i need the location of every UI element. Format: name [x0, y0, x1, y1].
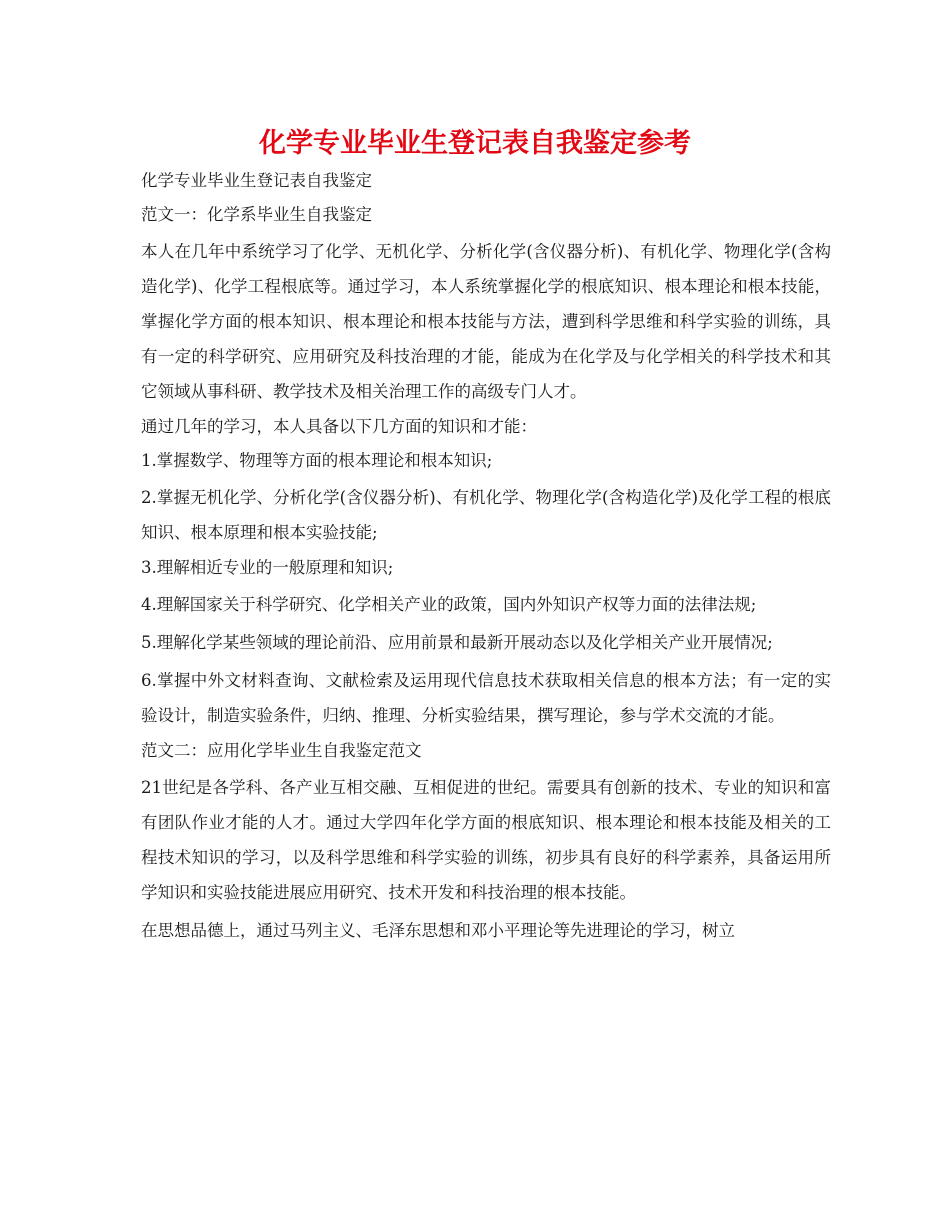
paragraph-sample-two-heading: 范文二：应用化学毕业生自我鉴定范文 — [141, 741, 422, 760]
list-item-4: 4.理解国家关于科学研究、化学相关产业的政策，国内外知识产权等力面的法律法规; — [141, 595, 757, 614]
list-item-6: 6.掌握中外文材料查询、文献检索及运用现代信息技术获取相关信息的根本方法；有一定的实验设计，制造实验条件，归纳、推理、分析实验结果，撰写理论，参与学术交流的才能。 — [141, 671, 831, 725]
paragraph-century: 21世纪是各学科、各产业互相交融、互相促进的世纪。需要具有创新的技术、专业的知识和富有团队作业才能的人才。通过大学四年化学方面的根底知识、根本理论和根本技能及相关的工程技术知识的学习，以及科学思维和科学实验的训练，初步具有良好的科学素养，具备运用所学知识和实验技能进展应用研究、技术开发和科技治理的根本技能。 — [141, 778, 831, 902]
document-title: 化学专业毕业生登记表自我鉴定参考 — [259, 128, 691, 159]
list-item-1: 1.掌握数学、物理等方面的根本理论和根本知识; — [141, 451, 493, 470]
paragraph-ideology: 在思想品德上，通过马列主义、毛泽东思想和邓小平理论等先进理论的学习，树立 — [141, 921, 735, 940]
list-item-3: 3.理解相近专业的一般原理和知识; — [141, 558, 394, 577]
paragraph-abilities-lead: 通过几年的学习，本人具备以下几方面的知识和才能： — [141, 417, 537, 436]
document-body — [141, 166, 831, 948]
paragraph-sample-one-heading: 范文一：化学系毕业生自我鉴定 — [141, 205, 372, 224]
list-item-5: 5.理解化学某些领域的理论前沿、应用前景和最新开展动态以及化学相关产业开展情况; — [141, 633, 773, 652]
paragraph-subtitle: 化学专业毕业生登记表自我鉴定 — [141, 171, 372, 190]
list-item-2: 2.掌握无机化学、分析化学(含仪器分析)、有机化学、物理化学(含构造化学)及化学工程的根底知识、根本原理和根本实验技能; — [141, 488, 831, 542]
paragraph-intro: 本人在几年中系统学习了化学、无机化学、分析化学(含仪器分析)、有机化学、物理化学(含构造化学)、化学工程根底等。通过学习，本人系统掌握化学的根底知识、根本理论和根本技能，掌握化学方面的根本知识、根本理论和根本技能与方法，遭到科学思维和科学实验的训练，具有一定的科学研究、应用研究及科技治理的才能，能成为在化学及与化学相关的科学技术和其它领域从事科研、教学技术及相关治理工作的高级专门人才。 — [141, 242, 831, 401]
